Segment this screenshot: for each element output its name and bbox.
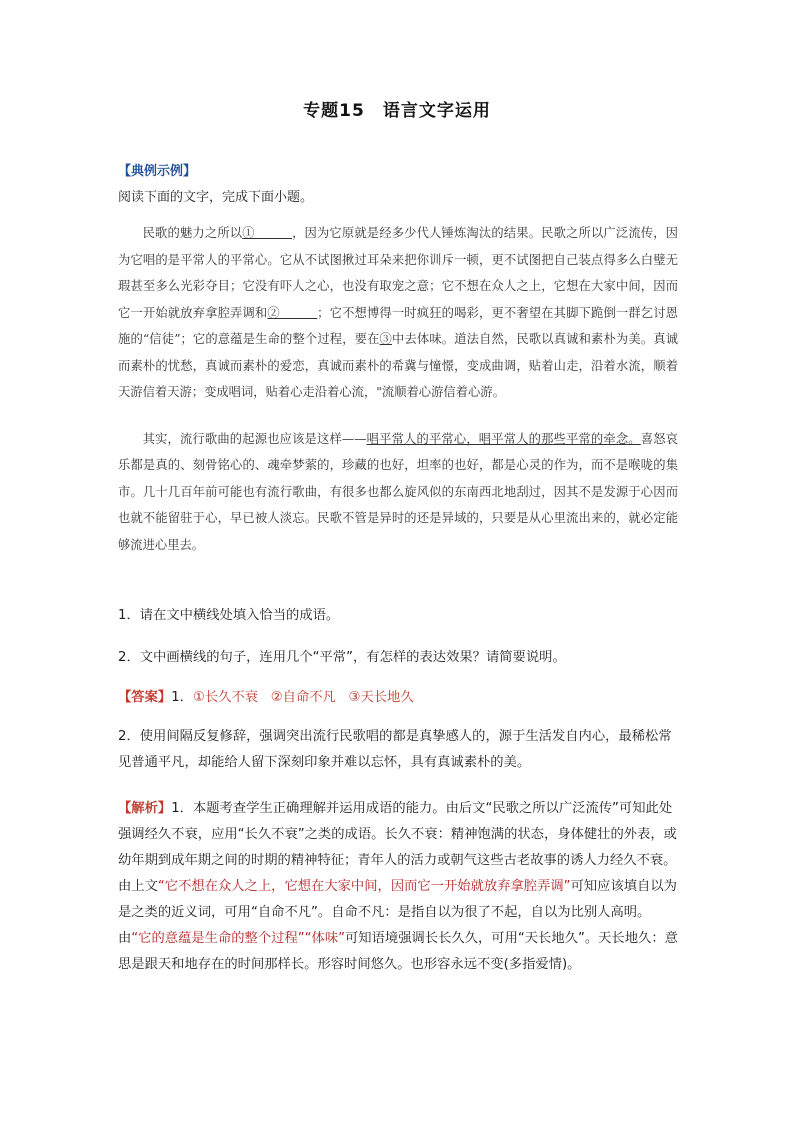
- answer-2: 2．使用间隔反复修辞，强调突出流行民歌唱的都是真挚感人的，源于生活发自内心，最稀松常见普通平凡，却能给人留下深刻印象并难以忘怀，具有真诚素朴的美。: [118, 729, 672, 770]
- example-tag: 【典例示例】: [118, 164, 197, 179]
- answer-line: 【答案】1．①长久不衰 ②自命不凡 ③天长地久: [118, 690, 414, 705]
- blank-1: ①＿＿＿: [242, 226, 293, 240]
- answer-tag: 【答案】: [118, 690, 172, 705]
- analysis-section: 【解析】1．本题考查学生正确理解并运用成语的能力。由后文“民歌之所以广泛流传”可知此处强调经久不衰，应用“长久不衰”之类的成语。长久不衰：精神饱满的状态，身体健壮的外表，或幼年期到成年期之间的时期的精神特征；青年人的活力或朝气这些古老故事的诱人力经久不衰。由上文“它不想在众人之上，它想在大家中间，因而它一开始就放弃拿腔弄调”可知应该填自以为是之类的近义词，可用“自命不凡”。自命不凡：是指自以为很了不起，自以为比别人高明。由“它的意蕴是生命的整个过程”“体味”可知语境强调长长久久，可用“天长地久”。天长地久：意思是跟天和地存在的时间那样长。形容时间悠久。也形容永远不变(多指爱情)。: [118, 801, 678, 972]
- underlined-sentence: 唱平常人的平常心，唱平常人的那些平常的牵念。: [366, 431, 641, 446]
- answer-item-2: ②自命不凡: [270, 690, 336, 705]
- answer-item-3: ③天长地久: [348, 690, 414, 705]
- question-2: 2．文中画横线的句子，连用几个“平常”，有怎样的表达效果？请简要说明。: [118, 650, 566, 665]
- question-1: 1．请在文中横线处填入恰当的成语。: [118, 608, 340, 623]
- answer-item-1: ①长久不衰: [192, 690, 259, 705]
- analysis-quote-1: “它不想在众人之上，它想在大家中间，因而它一开始就放弃拿腔弄调”: [157, 879, 571, 894]
- reading-passage: [118, 220, 678, 558]
- blank-3: ③: [379, 332, 392, 346]
- blank-2: ②＿＿＿: [267, 305, 318, 320]
- passage-paragraph-2: 其实，流行歌曲的起源也应该是这样——唱平常人的平常心，唱平常人的那些平常的牵念。喜怒哀乐都是真的、刻骨铭心的、魂牵梦萦的，珍藏的也好，坦率的也好，都是心灵的作为，而不是喉咙的集市。几十几百年前可能也有流行歌曲，有很多也都么旋风似的东南西北地刮过，因其不是发源于心因而也就不能留驻于心，早已被人淡忘。民歌不管是异时的还是异域的，只要是从心里流出来的，就必定能够流进心里去。: [118, 431, 678, 552]
- passage-paragraph-1: 民歌的魅力之所以①＿＿＿，因为它原就是经多少代人锤炼淘汰的结果。民歌之所以广泛流传，因为它唱的是平常人的平常心。它从不试图揪过耳朵来把你训斥一顿，更不试图把自己装点得多么白璧无瑕甚至多么光彩夺目；它没有吓人之心，也没有取宠之意；它不想在众人之上，它想在大家中间，因而它一开始就放弃拿腔弄调和②＿＿＿；它不想博得一时疯狂的喝彩，更不奢望在其脚下跪倒一群乞讨恩施的“信徒”；它的意蕴是生命的整个过程，要在③中去体味。道法自然，民歌以真诚和素朴为美。真诚而素朴的忧愁，真诚而素朴的爱恋，真诚而素朴的希冀与憧憬，变成曲调，贴着山走，沿着水流，顺着天游信着天游；变成唱词，贴着心走沿着心流，"流顺着心游信着心游。: [118, 226, 678, 399]
- instruction-text: 阅读下面的文字，完成下面小题。: [118, 190, 314, 205]
- page-title: 专题15 语言文字运用: [303, 101, 491, 121]
- analysis-quote-2: “它的意蕴是生命的整个过程”“体味”: [131, 931, 346, 946]
- analysis-tag: 【解析】: [118, 801, 172, 816]
